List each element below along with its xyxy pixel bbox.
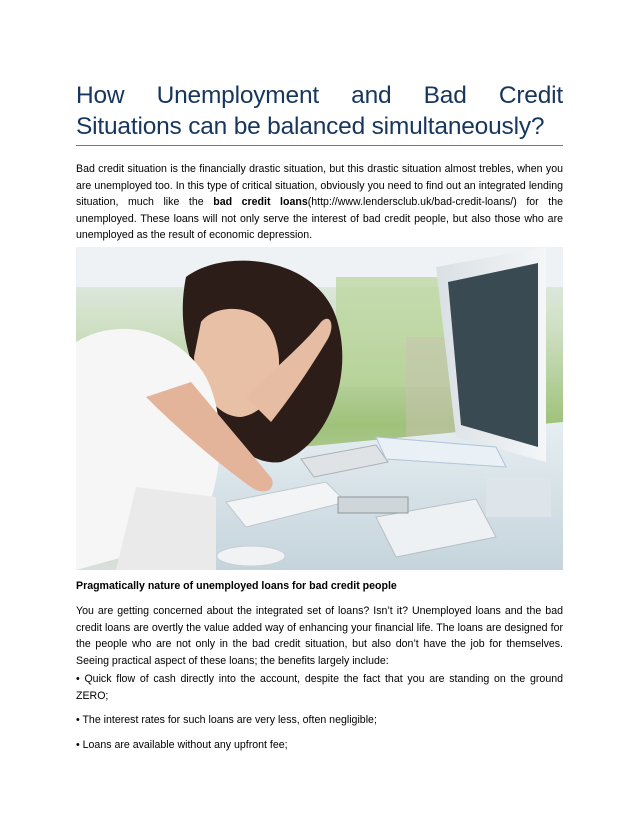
title-word: Unemployment [156, 82, 319, 109]
bad-credit-loans-link[interactable]: bad credit loans [213, 196, 308, 209]
intro-paragraph [76, 161, 563, 244]
bullet-item: • Loans are available without any upfront fee; [76, 739, 288, 751]
title-word: and [351, 82, 392, 109]
bullet-item: • The interest rates for such loans are very less, often negligible; [76, 714, 377, 726]
section-heading: Pragmatically nature of unemployed loans for bad credit people [76, 580, 397, 592]
title-line-1 [76, 80, 563, 111]
intro-text-2: for the unemployed. These loans will not only serve the interest of bad credit people, but also those who are unemployed as the result of economic depression. [76, 196, 563, 242]
section-paragraph: You are getting concerned about the integrated set of loans? Isn’t it? Unemployed loans and the bad credit loans are overtly the value added way of enhancing your financial life. The loans are designed for the people who are not only in the bad credit situation, but also don’t have the job for themselves. Seeing practical aspect of these loans; the benefits largely include: [76, 605, 563, 667]
title-line-2: Situations can be balanced simultaneously? [76, 113, 545, 140]
stressed-woman-photo [76, 247, 563, 570]
title-word: Credit [498, 82, 563, 109]
document-title [76, 80, 563, 142]
intro-text-1: Bad credit situation is the financially drastic situation, but this drastic situation almost trebles, when you are unemployed too. In this type of critical situation, obviously you need to find out an integrated lending situation, much like the [76, 163, 563, 209]
intro-url: (http://www.lendersclub.uk/bad-credit-loans/) [307, 196, 517, 209]
title-word: How [76, 82, 125, 109]
bullet-item: • Quick flow of cash directly into the account, despite the fact that you are standing on the ground ZERO; [76, 673, 563, 702]
title-underline [76, 145, 563, 146]
title-word: Bad [423, 82, 467, 109]
